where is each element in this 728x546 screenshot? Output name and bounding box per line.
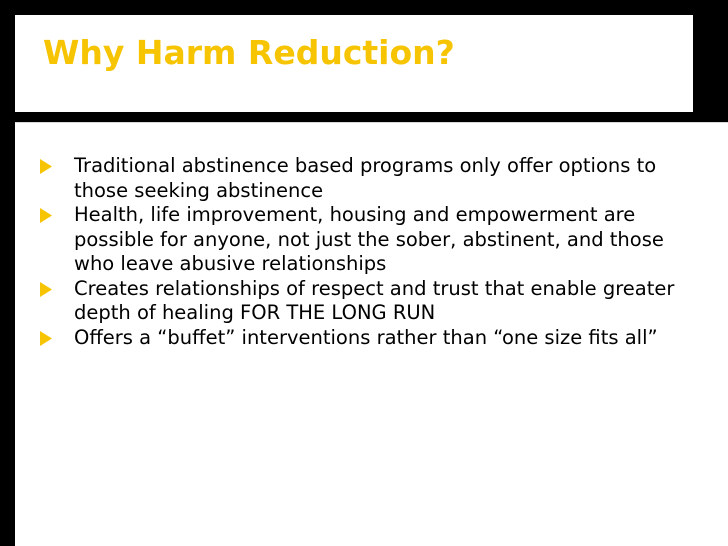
bullet-list	[40, 154, 710, 350]
bullet-item	[40, 203, 710, 277]
divider	[15, 122, 728, 123]
bullet-text: Creates relationships of respect and trust that enable greater depth of healing FOR THE LONG RUN	[74, 276, 675, 324]
bullet-text: Traditional abstinence based programs only offer options to those seeking abstinence	[74, 154, 657, 202]
bullet-text: Health, life improvement, housing and empowerment are possible for anyone, not just the sober, abstinent, and those who leave abusive relationships	[74, 203, 664, 275]
triangle-right-icon	[40, 208, 52, 223]
bullet-item	[40, 154, 710, 203]
triangle-right-icon	[40, 159, 52, 174]
bullet-item	[40, 277, 710, 326]
bullet-text: Offers a “buffet” interventions rather than “one size fits all”	[74, 325, 658, 349]
title-band	[15, 15, 693, 112]
triangle-right-icon	[40, 331, 52, 346]
content-panel	[15, 122, 728, 546]
slide-title: Why Harm Reduction?	[43, 33, 455, 72]
bullet-item	[40, 326, 710, 351]
triangle-right-icon	[40, 282, 52, 297]
